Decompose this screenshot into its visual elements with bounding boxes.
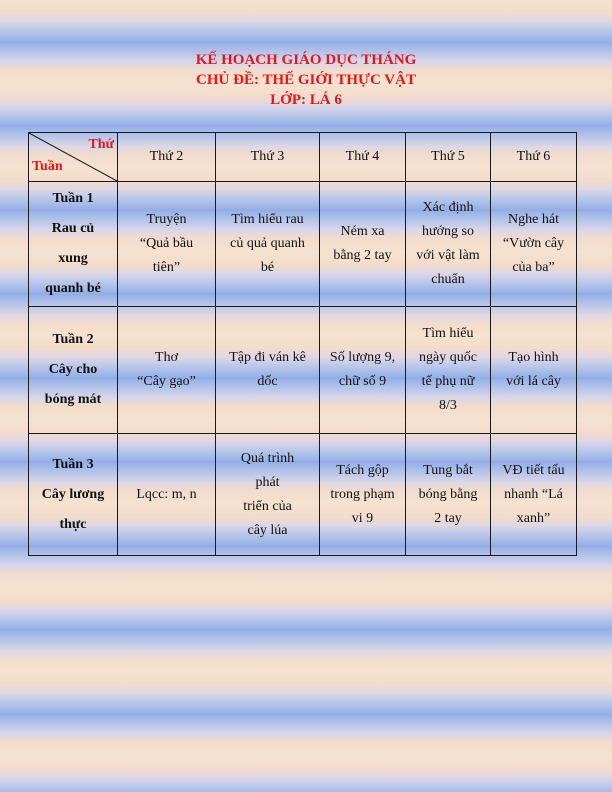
cell-line: bé xyxy=(260,260,275,275)
cell-line: phát xyxy=(255,474,280,490)
corner-label-week: Tuần xyxy=(32,159,63,174)
table-row xyxy=(29,307,577,434)
cell-line: Nghe hát xyxy=(508,212,559,227)
week-cell xyxy=(29,182,118,307)
header-row xyxy=(29,133,577,182)
week-line: Tuần 1 xyxy=(52,191,94,206)
activity-cell xyxy=(118,182,216,307)
week-line: Cây lương xyxy=(41,486,105,502)
activity-cell xyxy=(216,307,320,434)
cell-line: dốc xyxy=(257,374,278,389)
header-day: Thứ 6 xyxy=(491,133,577,182)
cell-line: triển của xyxy=(243,498,292,514)
cell-line: 8/3 xyxy=(439,398,457,413)
week-line: bóng mát xyxy=(44,392,102,407)
activity-cell xyxy=(406,182,491,307)
corner-label-day: Thứ xyxy=(88,137,114,152)
activity-cell xyxy=(118,307,216,434)
header-day: Thứ 4 xyxy=(320,133,406,182)
week-line: Tuần 2 xyxy=(52,332,94,347)
activity-cell xyxy=(491,307,577,434)
cell-line: Tách gộp xyxy=(336,462,389,478)
cell-line: VĐ tiết tấu xyxy=(502,462,565,478)
cell-line: “Cây gạo” xyxy=(137,374,196,389)
cell-line: Thơ xyxy=(155,350,178,365)
week-line: Rau củ xyxy=(51,221,95,236)
title-line-class: LỚP: LÁ 6 xyxy=(270,92,342,108)
cell-line: Tìm hiểu rau xyxy=(231,212,304,227)
cell-line: Ném xa xyxy=(340,224,385,239)
cell-line: với lá cây xyxy=(506,374,561,389)
cell-line: Truyện xyxy=(146,212,187,227)
week-cell xyxy=(29,307,118,434)
cell-line: Tìm hiểu xyxy=(422,326,474,341)
corner-cell xyxy=(29,133,118,182)
week-line: thực xyxy=(59,516,87,532)
activity-cell xyxy=(491,434,577,556)
cell-line: xanh” xyxy=(516,510,551,526)
cell-line: trong phạm xyxy=(330,486,395,502)
week-line: xung xyxy=(58,251,88,266)
cell-line: Tạo hình xyxy=(508,350,559,365)
cell-line: tiên” xyxy=(152,260,181,275)
document-title xyxy=(0,50,612,110)
activity-cell xyxy=(320,182,406,307)
cell-line: cây lúa xyxy=(247,522,288,538)
cell-line: củ quả quanh xyxy=(230,236,305,251)
cell-line: 2 tay xyxy=(434,510,462,526)
cell-line: Tập đi ván kê xyxy=(229,350,306,365)
cell-line: “Quả bầu xyxy=(139,236,194,251)
cell-line: Xác định xyxy=(422,200,474,215)
cell-line: tế phụ nữ xyxy=(421,374,475,389)
activity-cell xyxy=(491,182,577,307)
table-row xyxy=(29,434,577,556)
activity-cell xyxy=(406,434,491,556)
week-line: quanh bé xyxy=(45,281,101,296)
cell-line: “Vườn cây xyxy=(502,236,565,251)
cell-line: Tung bắt xyxy=(423,462,473,478)
cell-line: bằng 2 tay xyxy=(333,248,392,263)
cell-line: của ba” xyxy=(512,260,555,275)
cell-line: bóng bằng xyxy=(418,486,478,502)
title-line-plan: KẾ HOẠCH GIÁO DỤC THÁNG xyxy=(195,52,417,68)
title-line-topic: CHỦ ĐỀ: THẾ GIỚI THỰC VẬT xyxy=(196,72,416,88)
lesson-plan-table xyxy=(28,132,577,556)
cell-line: Số lượng 9, xyxy=(329,350,396,365)
week-line: Cây cho xyxy=(48,362,98,377)
cell-line: Lqcc: m, n xyxy=(136,486,197,502)
activity-cell xyxy=(216,182,320,307)
header-day: Thứ 3 xyxy=(216,133,320,182)
week-line: Tuần 3 xyxy=(52,456,94,472)
activity-cell xyxy=(320,307,406,434)
cell-line: với vật làm xyxy=(416,248,480,263)
cell-line: ngày quốc xyxy=(419,350,477,365)
cell-line: chữ số 9 xyxy=(338,374,387,389)
cell-line: Quá trình xyxy=(240,450,295,466)
cell-line: nhanh “Lá xyxy=(504,486,563,502)
header-day: Thứ 5 xyxy=(406,133,491,182)
activity-cell xyxy=(320,434,406,556)
cell-line: vi 9 xyxy=(351,510,374,526)
cell-line: hướng so xyxy=(422,224,474,239)
activity-cell xyxy=(406,307,491,434)
week-cell xyxy=(29,434,118,556)
activity-cell xyxy=(118,434,216,556)
table-row xyxy=(29,182,577,307)
cell-line: chuẩn xyxy=(431,272,465,287)
header-day: Thứ 2 xyxy=(118,133,216,182)
activity-cell xyxy=(216,434,320,556)
